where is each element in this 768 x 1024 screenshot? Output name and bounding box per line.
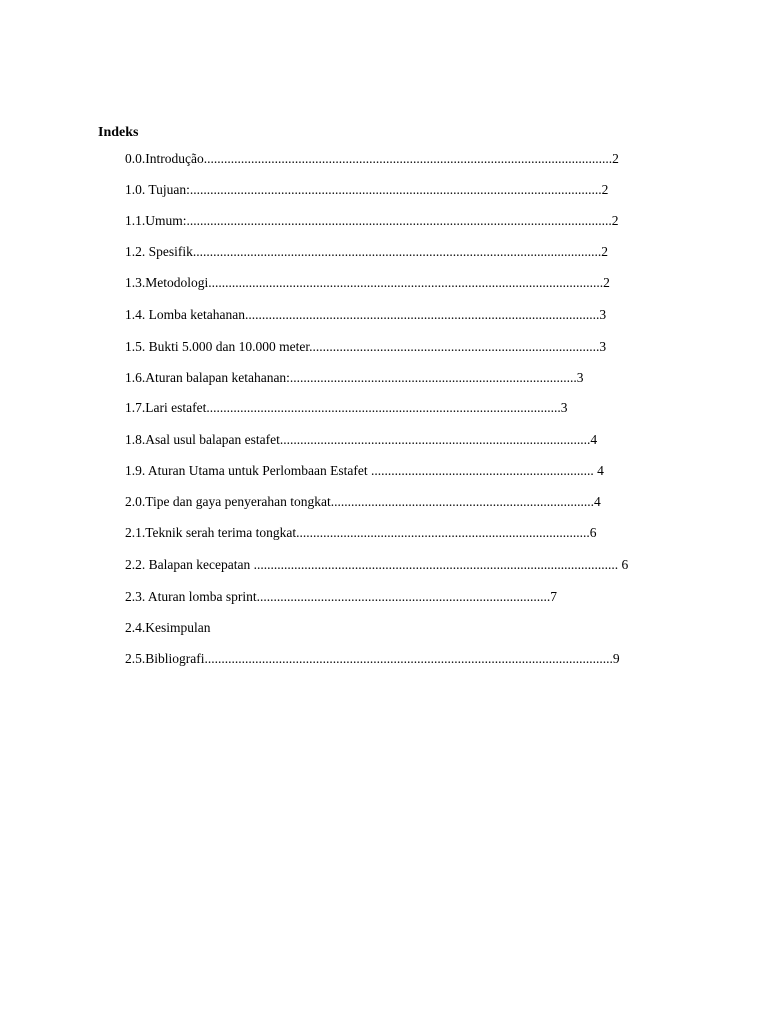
toc-entry-teknik-serah-terima: 2.1.Teknik serah terima tongkat.......................................................................................6 — [125, 525, 597, 540]
toc-entry-aturan-lomba-sprint: 2.3. Aturan lomba sprint.......................................................................................7 — [125, 589, 557, 604]
toc-entry-aturan-balapan-ketahanan: 1.6.Aturan balapan ketahanan:.....................................................................................3 — [125, 370, 584, 385]
index-title: Indeks — [98, 125, 139, 140]
toc-entry-introducao: 0.0.Introdução.........................................................................................................................2 — [125, 151, 619, 166]
toc-entry-tujuan: 1.0. Tujuan:..........................................................................................................................2 — [125, 182, 609, 197]
toc-entry-balapan-kecepatan: 2.2. Balapan kecepatan ............................................................................................................ 6 — [125, 557, 629, 572]
toc-entry-lomba-ketahanan: 1.4. Lomba ketahanan.........................................................................................................3 — [125, 307, 607, 322]
toc-entry-umum: 1.1.Umum:..............................................................................................................................2 — [125, 213, 619, 228]
toc-entry-tipe-gaya: 2.0.Tipe dan gaya penyerahan tongkat..............................................................................4 — [125, 494, 601, 509]
toc-entry-kesimpulan: 2.4.Kesimpulan — [125, 620, 211, 635]
toc-entry-asal-usul: 1.8.Asal usul balapan estafet............................................................................................4 — [125, 432, 598, 447]
toc-entry-bibliografi: 2.5.Bibliografi.........................................................................................................................9 — [125, 651, 620, 666]
toc-entry-metodologi: 1.3.Metodologi.....................................................................................................................2 — [125, 275, 610, 290]
toc-entry-aturan-utama: 1.9. Aturan Utama untuk Perlombaan Estafet .................................................................. 4 — [125, 463, 604, 478]
toc-entry-lari-estafet: 1.7.Lari estafet.........................................................................................................3 — [125, 400, 568, 415]
toc-entry-spesifik: 1.2. Spesifik.........................................................................................................................2 — [125, 244, 609, 259]
toc-entry-bukti: 1.5. Bukti 5.000 dan 10.000 meter......................................................................................3 — [125, 339, 607, 354]
